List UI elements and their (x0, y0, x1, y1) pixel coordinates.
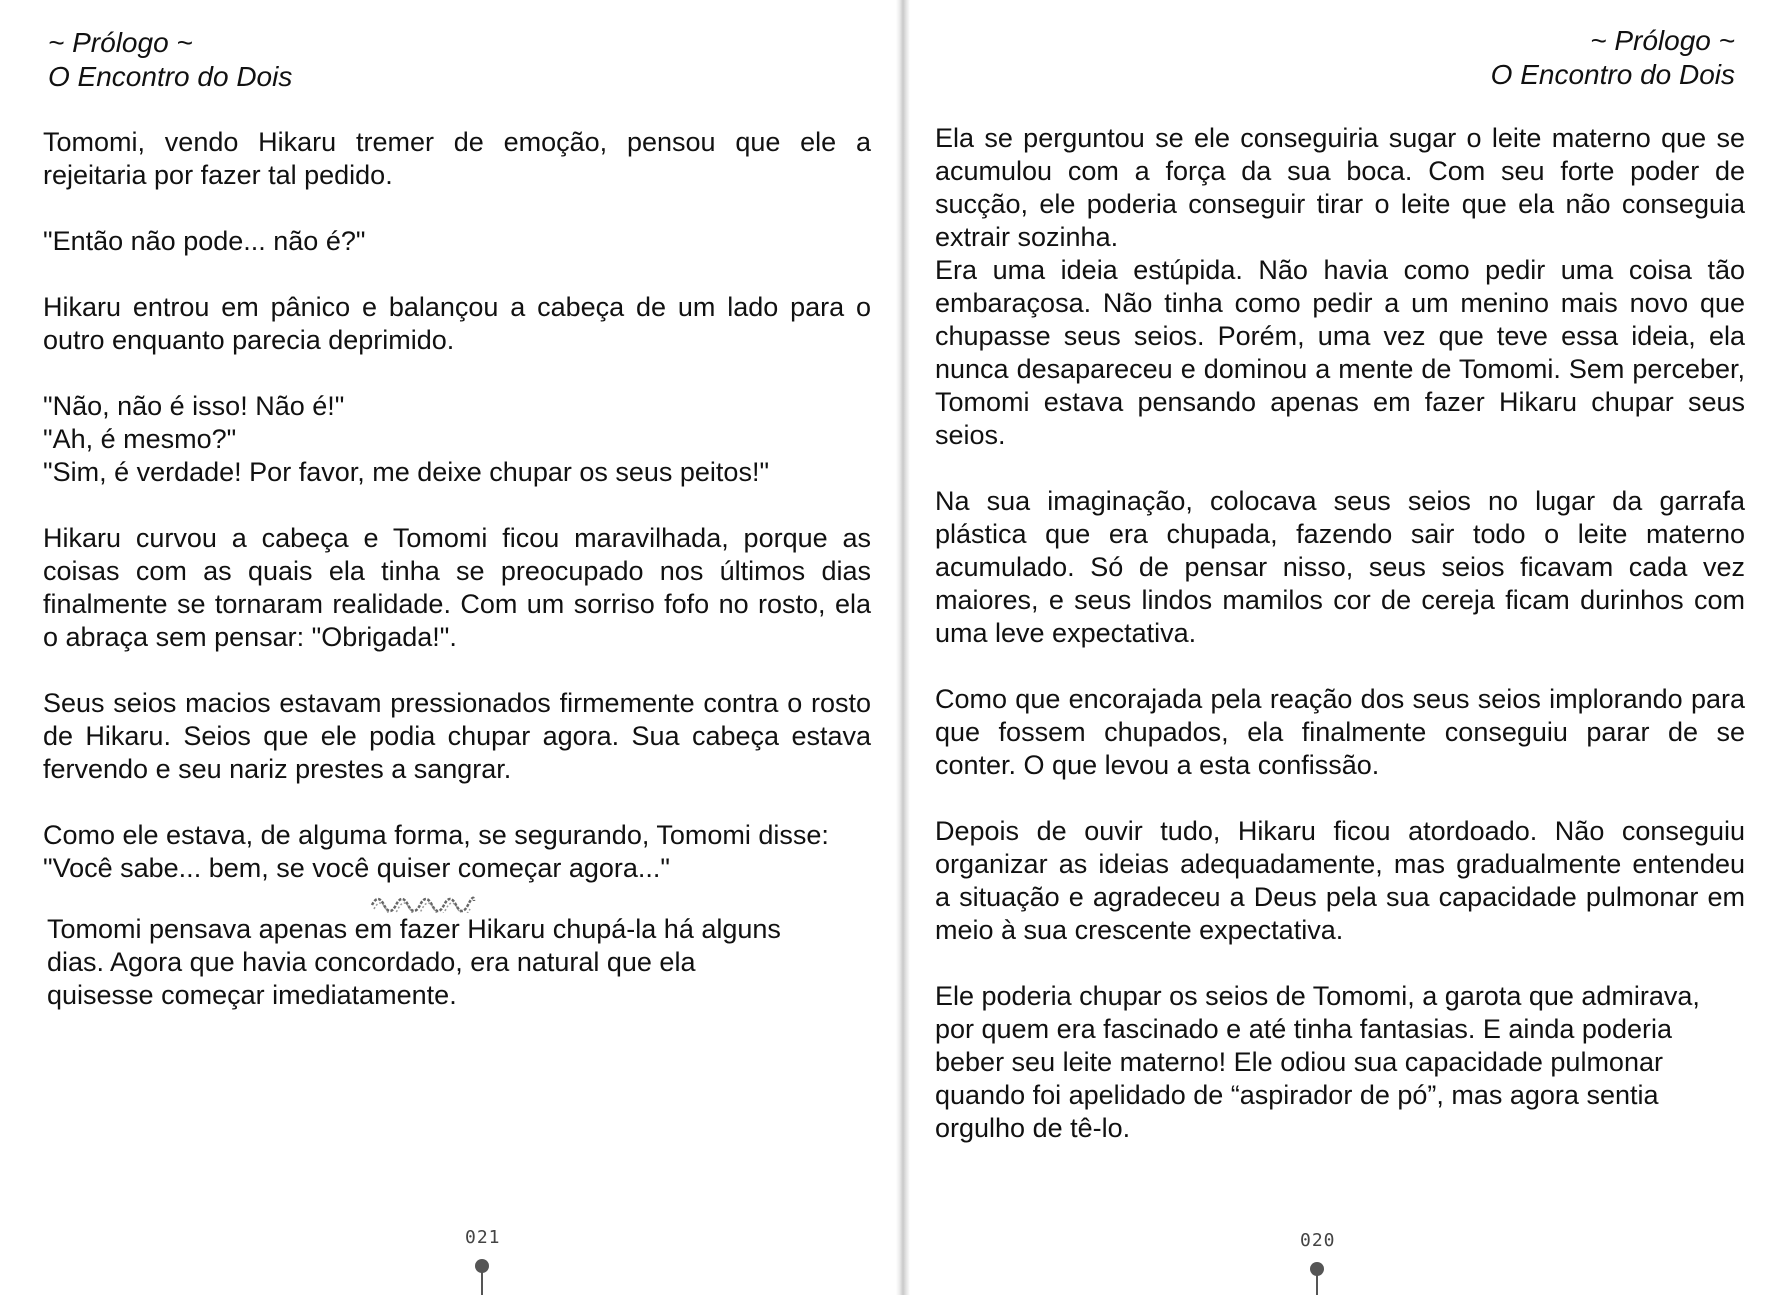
paragraph: Como que encorajada pela reação dos seus seios implorando para que fossem chupados, ela finalmente conseguiu parar de se conter. O que levou a esta confissão. (935, 684, 1745, 780)
right-page (910, 0, 1769, 1295)
dialogue-line: "Então não pode... não é?" (43, 226, 366, 256)
tail-line: dias. Agora que havia concordado, era natural que ela (47, 947, 696, 977)
page-marker (1316, 1268, 1318, 1295)
paragraph: Ela se perguntou se ele conseguiria sugar o leite materno que se acumulou com a força da sua boca. Com seu forte poder de sucção, ele poderia conseguir tirar o leite que ela não conseguia extrair sozinha. (935, 123, 1745, 252)
tail-paragraph (47, 913, 847, 1012)
left-page-body (43, 126, 871, 1012)
page-number: 021 (465, 1227, 501, 1248)
tail-line: Tomomi pensava apenas em fazer Hikaru chupá-la há alguns (47, 914, 781, 944)
dialogue-line: "Não, não é isso! Não é!" (43, 391, 345, 421)
chapter-subtitle: O Encontro do Dois (1490, 59, 1735, 90)
scene-break-squiggle-icon (368, 889, 478, 913)
paragraph: Depois de ouvir tudo, Hikaru ficou atordoado. Não conseguiu organizar as ideias adequadamente, mas gradualmente entendeu a situação e agradeceu a Deus pela sua capacidade pulmonar em meio à sua crescente expectativa. (935, 816, 1745, 945)
paragraph: Como ele estava, de alguma forma, se segurando, Tomomi disse: (43, 820, 829, 850)
paragraph: Ele poderia chupar os seios de Tomomi, a garota que admirava, por quem era fascinado e até tinha fantasias. E ainda poderia beber seu leite materno! Ele odiou sua capacidade pulmonar quando foi apelidado de “aspirador de pó”, mas agora sentia orgulho de tê-lo. (935, 981, 1700, 1143)
paragraph: Na sua imaginação, colocava seus seios no lugar da garrafa plástica que era chupada, fazendo sair todo o leite materno acumulado. Só de pensar nisso, seus seios ficavam cada vez maiores, e seus lindos mamilos cor de cereja ficam durinhos com uma leve expectativa. (935, 486, 1745, 648)
page-marker-dot-icon (475, 1259, 489, 1273)
tail-line: quisesse começar imediatamente. (47, 980, 457, 1010)
book-gutter (896, 0, 910, 1295)
page-marker-dot-icon (1310, 1262, 1324, 1276)
left-page-header (48, 26, 292, 94)
paragraph: Seus seios macios estavam pressionados firmemente contra o rosto de Hikaru. Seios que ele podia chupar agora. Sua cabeça estava fervendo e seu nariz prestes a sangrar. (43, 688, 871, 784)
page-number: 020 (1300, 1230, 1336, 1251)
page-marker (481, 1265, 483, 1295)
paragraph: Hikaru entrou em pânico e balançou a cabeça de um lado para o outro enquanto parecia deprimido. (43, 292, 871, 355)
chapter-subtitle: O Encontro do Dois (48, 61, 293, 92)
right-page-header (1491, 24, 1735, 92)
paragraph: Tomomi, vendo Hikaru tremer de emoção, pensou que ele a rejeitaria por fazer tal pedido. (43, 127, 871, 190)
dialogue-line: "Você sabe... bem, se você quiser começar agora..." (43, 853, 670, 883)
chapter-title: ~ Prólogo ~ (48, 27, 193, 58)
paragraph: Hikaru curvou a cabeça e Tomomi ficou maravilhada, porque as coisas com as quais ela tinha se preocupado nos últimos dias finalmente se tornaram realidade. Com um sorriso fofo no rosto, ela o abraça sem pensar: "Obrigada!". (43, 523, 871, 652)
dialogue-line: "Ah, é mesmo?" (43, 424, 237, 454)
paragraph: Era uma ideia estúpida. Não havia como pedir uma coisa tão embaraçosa. Não tinha como pedir a um menino mais novo que chupasse seus seios. Porém, uma vez que teve essa ideia, ela nunca desapareceu e dominou a mente de Tomomi. Sem perceber, Tomomi estava pensando apenas em fazer Hikaru chupar seus seios. (935, 255, 1745, 450)
right-page-body (935, 122, 1745, 1178)
dialogue-line: "Sim, é verdade! Por favor, me deixe chupar os seus peitos!" (43, 457, 770, 487)
chapter-title: ~ Prólogo ~ (1590, 25, 1735, 56)
